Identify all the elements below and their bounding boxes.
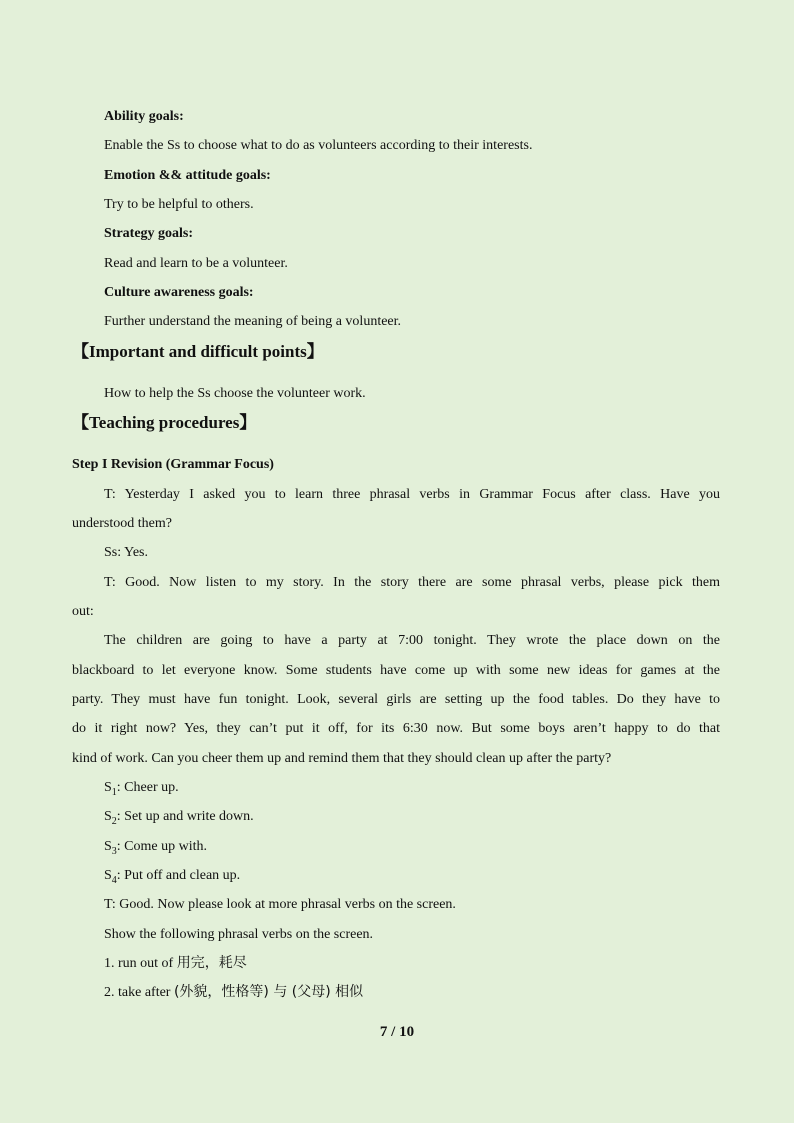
story-line-3: party. They must have fun tonight. Look, several girls are setting up the food tables. Do they have to <box>72 692 720 707</box>
page-number: 7 / 10 <box>379 1024 415 1040</box>
important-points-text: How to help the Ss choose the volunteer work. <box>104 386 366 401</box>
phrasal-item-2: 2. take after (外貌，性格等) 与 (父母) 相似 <box>104 984 364 1000</box>
story-line-5: kind of work. Can you cheer them up and remind them that they should clean up after the party? <box>72 751 612 766</box>
teacher-line-2b: out: <box>72 604 94 619</box>
culture-goals-heading: Culture awareness goals: <box>104 285 254 300</box>
phrasal-item-1: 1. run out of 用完，耗尽 <box>104 955 247 971</box>
strategy-goals-text: Read and learn to be a volunteer. <box>104 256 288 271</box>
student-3-answer: $S_3$: Come up with. <box>104 839 208 857</box>
students-reply: Ss: Yes. <box>104 545 148 560</box>
show-instruction: Show the following phrasal verbs on the screen. <box>104 927 374 942</box>
story-line-4: do it right now? Yes, they can’t put it off, for its 6:30 now. But some boys aren’t happy to do that <box>72 721 720 736</box>
teacher-line-3: T: Good. Now please look at more phrasal verbs on the screen. <box>104 897 456 912</box>
teacher-line-1a: T: Yesterday I asked you to learn three phrasal verbs in Grammar Focus after class. Have you <box>104 487 720 502</box>
student-4-answer: $S_4$: Put off and clean up. <box>104 868 241 886</box>
story-line-2: blackboard to let everyone know. Some students have come up with some new ideas for games at the <box>72 663 720 678</box>
culture-goals-text: Further understand the meaning of being a volunteer. <box>104 314 402 329</box>
step-1-heading: Step I Revision (Grammar Focus) <box>72 457 274 472</box>
student-2-answer: $S_2$: Set up and write down. <box>104 809 254 827</box>
teaching-procedures-heading: 【Teaching procedures】 <box>72 413 257 432</box>
student-1-answer: $S_1$: Cheer up. <box>104 780 179 798</box>
strategy-goals-heading: Strategy goals: <box>104 226 194 241</box>
important-points-heading: 【Important and difficult points】 <box>72 342 324 361</box>
teacher-line-1b: understood them? <box>72 516 172 531</box>
emotion-goals-heading: Emotion && attitude goals: <box>104 168 271 183</box>
ability-goals-heading: Ability goals: <box>104 109 184 124</box>
story-line-1: The children are going to have a party at 7:00 tonight. They wrote the place down on the <box>104 633 720 648</box>
ability-goals-text: Enable the Ss to choose what to do as volunteers according to their interests. <box>104 138 533 153</box>
teacher-line-2a: T: Good. Now listen to my story. In the story there are some phrasal verbs, please pick them <box>104 575 720 590</box>
emotion-goals-text: Try to be helpful to others. <box>104 197 254 212</box>
